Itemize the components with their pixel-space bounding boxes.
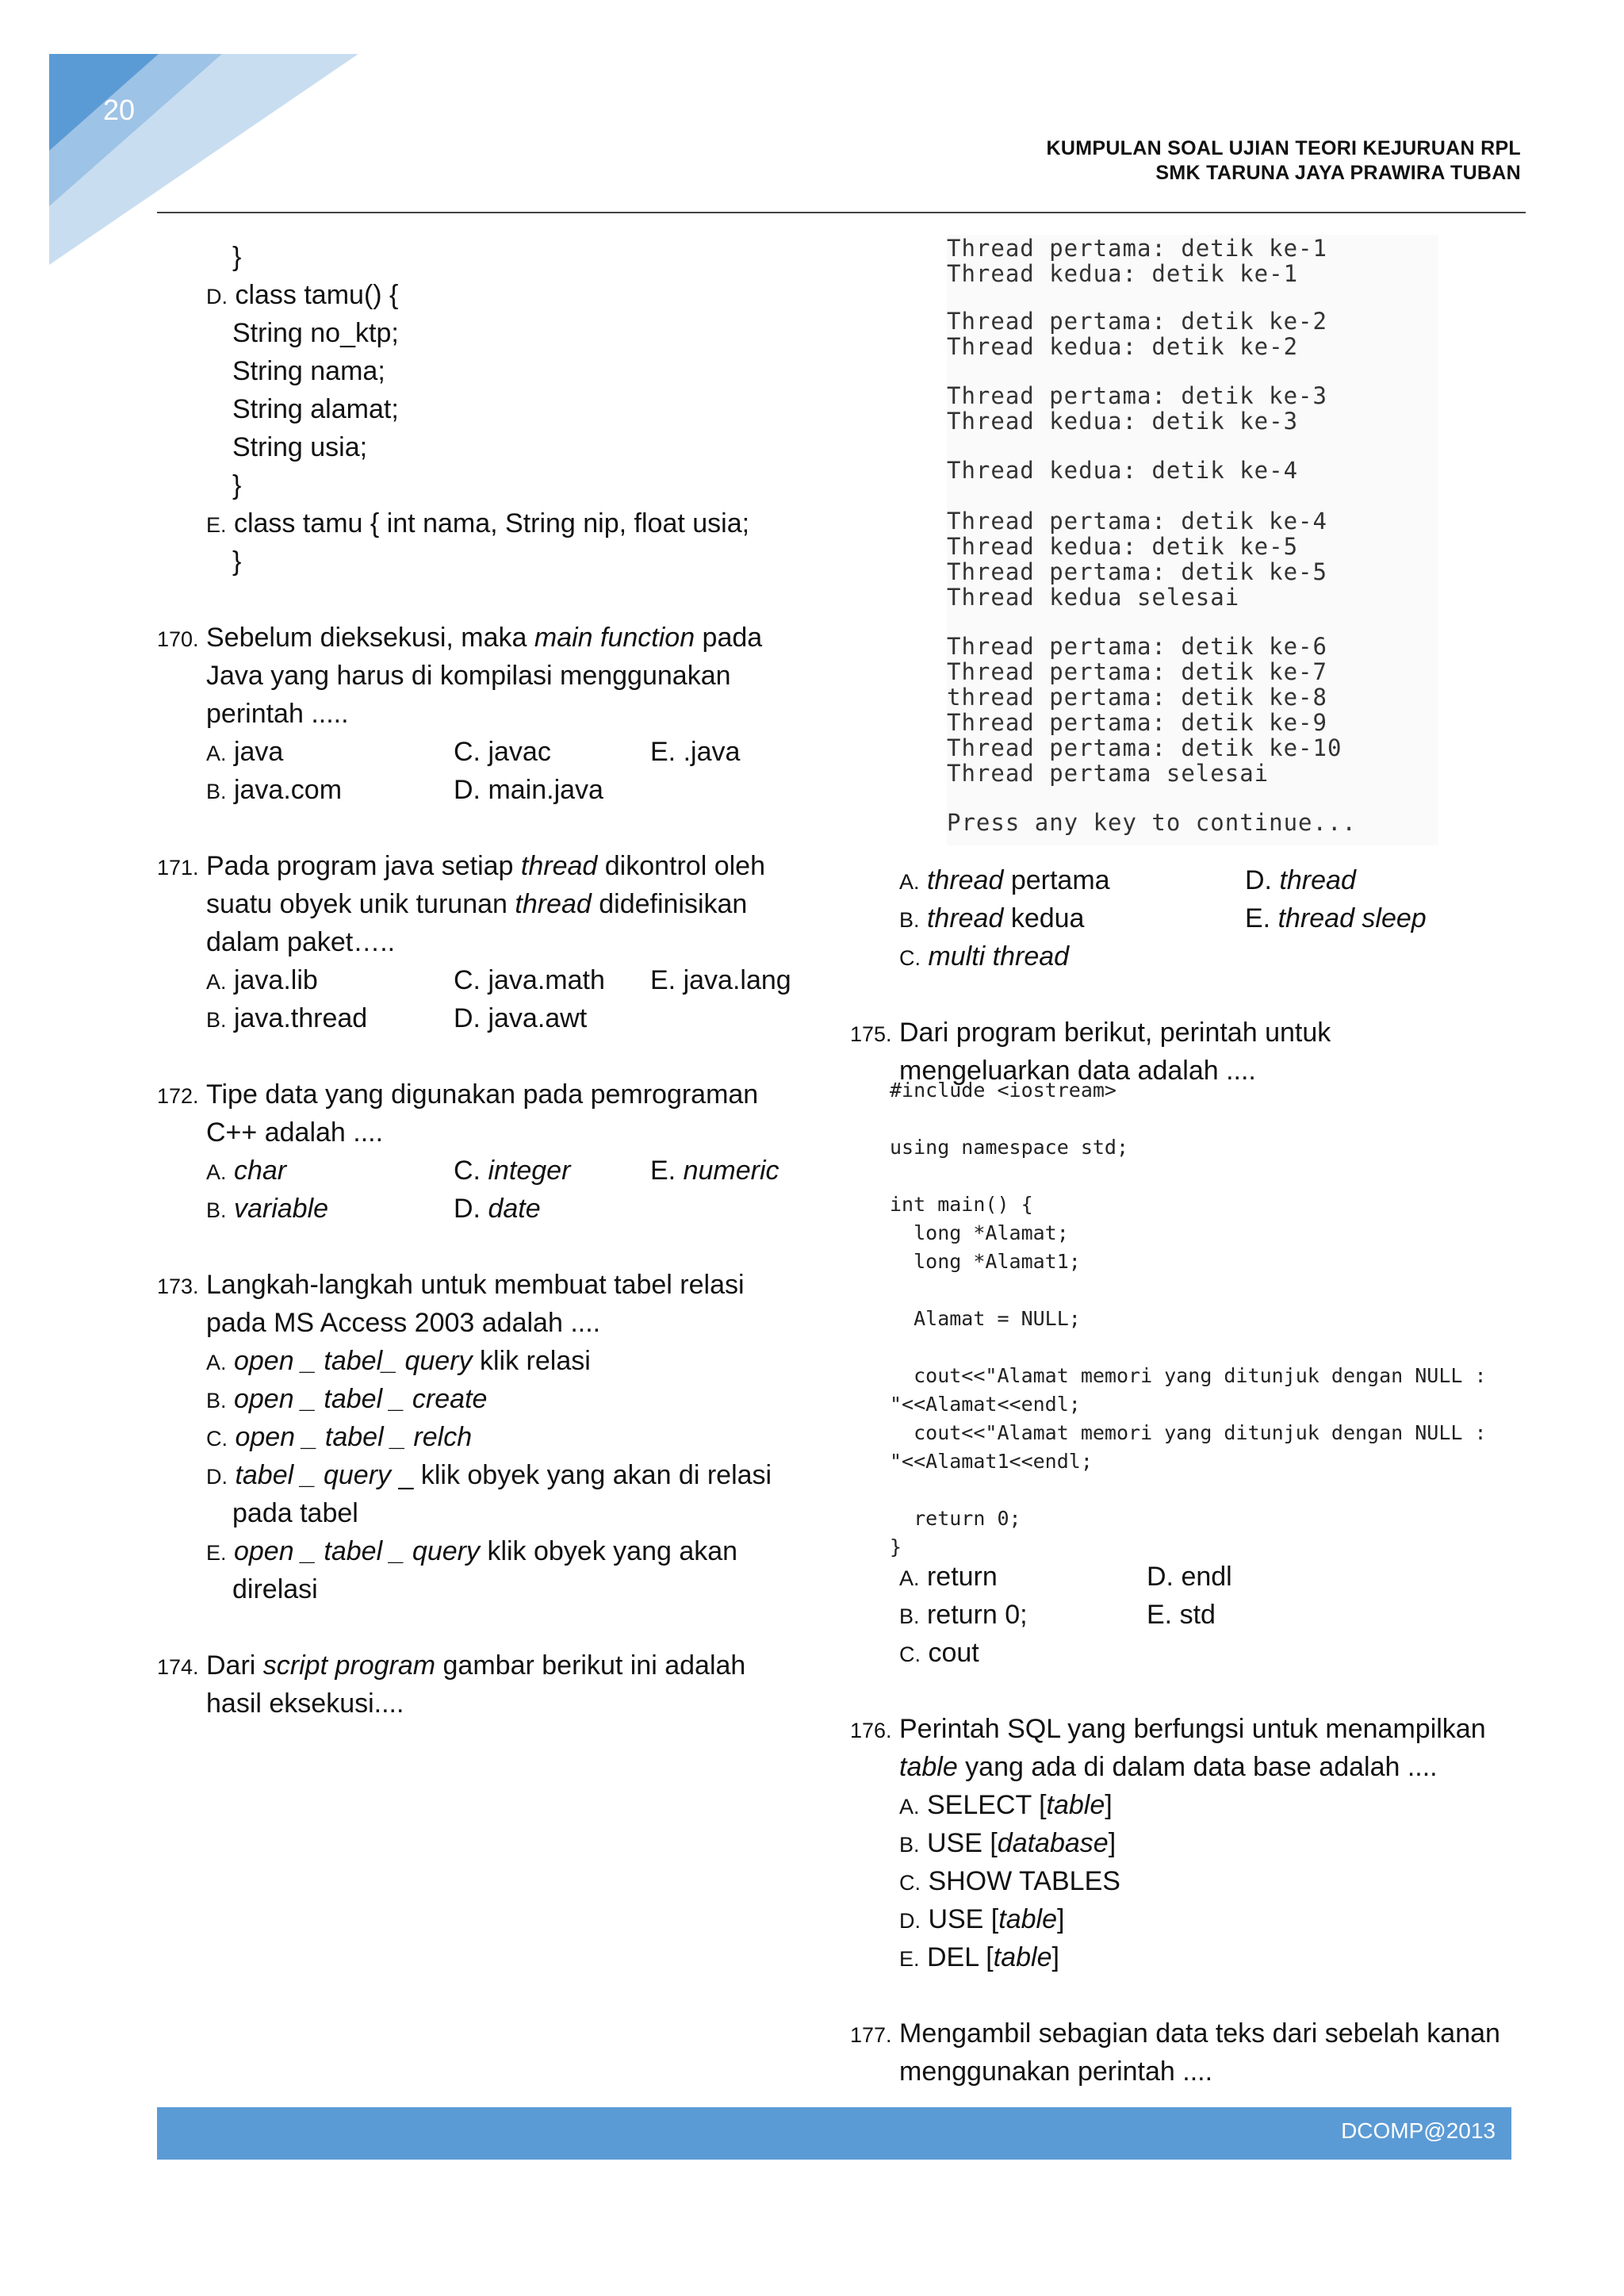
options-row <box>157 1190 807 1228</box>
console-line: Thread kedua: detik ke-4 <box>947 457 1299 484</box>
console-line: Thread kedua: detik ke-3 <box>947 408 1299 435</box>
code-brace: } <box>232 242 242 272</box>
options-row <box>157 1152 807 1190</box>
option-e-169: E. class tamu { int nama, String nip, float usia; <box>206 508 750 539</box>
option-a: A. return <box>899 1562 998 1592</box>
code-line: #include <iostream> <box>890 1079 1116 1102</box>
options-row <box>850 1558 1532 1596</box>
options-row <box>157 999 807 1037</box>
code-line: cout<<"Alamat memori yang ditunjuk dengan NULL : <box>890 1364 1487 1387</box>
option-b: B. open _ tabel _ create <box>206 1384 488 1414</box>
console-line: Press any key to continue... <box>947 809 1357 836</box>
footer-bar <box>157 2107 1511 2160</box>
question-175: 175. Dari program berikut, perintah untuk <box>850 1018 1331 1048</box>
console-line: Thread pertama: detik ke-9 <box>947 709 1327 736</box>
question-text: menggunakan perintah .... <box>899 2056 1213 2087</box>
question-text: table yang ada di dalam data base adalah .... <box>899 1752 1438 1782</box>
question-171: 171. Pada program java setiap thread dikontrol oleh <box>157 851 765 881</box>
option-d: D. main.java <box>454 775 603 805</box>
header-rule <box>157 212 1526 213</box>
option-b: B. USE [database] <box>899 1828 1116 1858</box>
console-output-image <box>947 235 1438 845</box>
code-line: String usia; <box>232 432 368 462</box>
code-line: int main() { <box>890 1193 1033 1216</box>
question-text: pada MS Access 2003 adalah .... <box>206 1308 601 1338</box>
option-d: D. date <box>454 1194 541 1224</box>
question-170: 170. Sebelum dieksekusi, maka main function pada <box>157 623 763 653</box>
question-text: Java yang harus di kompilasi menggunakan <box>206 661 731 691</box>
code-line: Alamat = NULL; <box>890 1307 1081 1330</box>
question-text: perintah ..... <box>206 699 349 729</box>
console-line: thread pertama: detik ke-8 <box>947 684 1327 711</box>
option-e: E. numeric <box>650 1156 779 1186</box>
code-line: String nama; <box>232 356 385 386</box>
code-line: cout<<"Alamat memori yang ditunjuk dengan NULL : <box>890 1421 1487 1444</box>
options-row <box>850 1596 1532 1634</box>
option-c: C. multi thread <box>899 941 1070 972</box>
options-row <box>850 861 1532 899</box>
console-line: Thread pertama: detik ke-6 <box>947 633 1327 660</box>
option-a: A. thread pertama <box>899 865 1110 895</box>
option-b: B. variable <box>206 1194 329 1224</box>
options-row <box>157 733 807 771</box>
option-b: B. java.thread <box>206 1003 368 1033</box>
code-line: long *Alamat1; <box>890 1250 1081 1273</box>
question-text: hasil eksekusi.... <box>206 1688 404 1719</box>
code-line: long *Alamat; <box>890 1221 1069 1244</box>
console-line: Thread pertama: detik ke-2 <box>947 308 1327 335</box>
option-c: C. SHOW TABLES <box>899 1866 1120 1896</box>
option-d: D. java.awt <box>454 1003 588 1033</box>
option-a: A. java <box>206 737 284 767</box>
option-d: D. endl <box>1147 1562 1232 1592</box>
option-e-cont: direlasi <box>232 1574 318 1604</box>
question-174: 174. Dari script program gambar berikut ini adalah <box>157 1650 746 1681</box>
option-a: A. SELECT [table] <box>899 1790 1113 1820</box>
option-a: A. char <box>206 1156 287 1186</box>
option-b: B. return 0; <box>899 1600 1028 1630</box>
question-177: 177. Mengambil sebagian data teks dari sebelah kanan <box>850 2018 1500 2049</box>
option-e: E. thread sleep <box>1245 903 1427 933</box>
console-line: Thread kedua: detik ke-2 <box>947 333 1299 360</box>
option-e: E. DEL [table] <box>899 1942 1059 1972</box>
code-line: } <box>232 470 242 500</box>
options-row <box>157 961 807 999</box>
corner-decoration <box>0 0 365 270</box>
option-c: C. java.math <box>454 965 605 995</box>
left-column <box>157 238 807 1723</box>
code-line: "<<Alamat<<endl; <box>890 1393 1081 1416</box>
right-column <box>850 861 1532 1090</box>
console-line: Thread pertama: detik ke-1 <box>947 235 1327 262</box>
page-number: 20 <box>103 94 136 126</box>
option-c: C. integer <box>454 1156 571 1186</box>
question-text: C++ adalah .... <box>206 1117 384 1148</box>
question-172: 172. Tipe data yang digunakan pada pemrograman <box>157 1079 759 1110</box>
question-173: 173. Langkah-langkah untuk membuat tabel relasi <box>157 1270 745 1300</box>
options-row <box>157 771 807 809</box>
option-d: D. USE [table] <box>899 1904 1065 1934</box>
option-e: E. java.lang <box>650 965 791 995</box>
option-d: D. tabel _ query _ klik obyek yang akan di relasi <box>206 1460 772 1490</box>
console-line: Thread pertama: detik ke-5 <box>947 558 1327 585</box>
option-c: C. cout <box>899 1638 979 1668</box>
question-176: 176. Perintah SQL yang berfungsi untuk menampilkan <box>850 1714 1486 1744</box>
code-line: String no_ktp; <box>232 318 399 348</box>
console-line: Thread pertama: detik ke-7 <box>947 658 1327 685</box>
footer-text: DCOMP@2013 <box>1341 2118 1496 2143</box>
page-header <box>1047 136 1521 186</box>
option-c: C. javac <box>454 737 551 767</box>
right-column-lower <box>850 1558 1532 2091</box>
console-line: Thread kedua: detik ke-1 <box>947 260 1299 287</box>
header-title: KUMPULAN SOAL UJIAN TEORI KEJURUAN RPL <box>1046 137 1521 159</box>
code-line: return 0; <box>890 1507 1021 1530</box>
option-a: A. open _ tabel_ query klik relasi <box>206 1346 591 1376</box>
option-b: B. thread kedua <box>899 903 1085 933</box>
console-line: Thread pertama: detik ke-10 <box>947 734 1342 761</box>
option-a: A. java.lib <box>206 965 318 995</box>
option-d-169: D. class tamu() { <box>206 280 399 310</box>
option-d-cont: pada tabel <box>232 1498 358 1528</box>
console-line: Thread kedua selesai <box>947 584 1240 611</box>
code-line: } <box>890 1535 902 1558</box>
question-text: suatu obyek unik turunan thread didefinisikan <box>206 889 748 919</box>
code-line: "<<Alamat1<<endl; <box>890 1450 1093 1473</box>
question-text: dalam paket….. <box>206 927 396 957</box>
console-line: Thread pertama: detik ke-4 <box>947 508 1327 535</box>
option-d: D. thread <box>1245 865 1356 895</box>
option-e: E. .java <box>650 737 741 767</box>
option-e: E. std <box>1147 1600 1216 1630</box>
code-line: String alamat; <box>232 394 399 424</box>
header-subtitle: SMK TARUNA JAYA PRAWIRA TUBAN <box>1155 162 1521 184</box>
console-line: Thread pertama: detik ke-3 <box>947 382 1327 409</box>
option-e: E. open _ tabel _ query klik obyek yang akan <box>206 1536 738 1566</box>
code-brace: } <box>232 546 242 577</box>
option-c: C. open _ tabel _ relch <box>206 1422 473 1452</box>
console-line: Thread kedua: detik ke-5 <box>947 533 1299 560</box>
question-text: mengeluarkan data adalah .... <box>899 1056 1256 1086</box>
code-line: using namespace std; <box>890 1136 1129 1159</box>
option-b: B. java.com <box>206 775 343 805</box>
options-row <box>850 899 1532 937</box>
console-line: Thread pertama selesai <box>947 760 1270 787</box>
